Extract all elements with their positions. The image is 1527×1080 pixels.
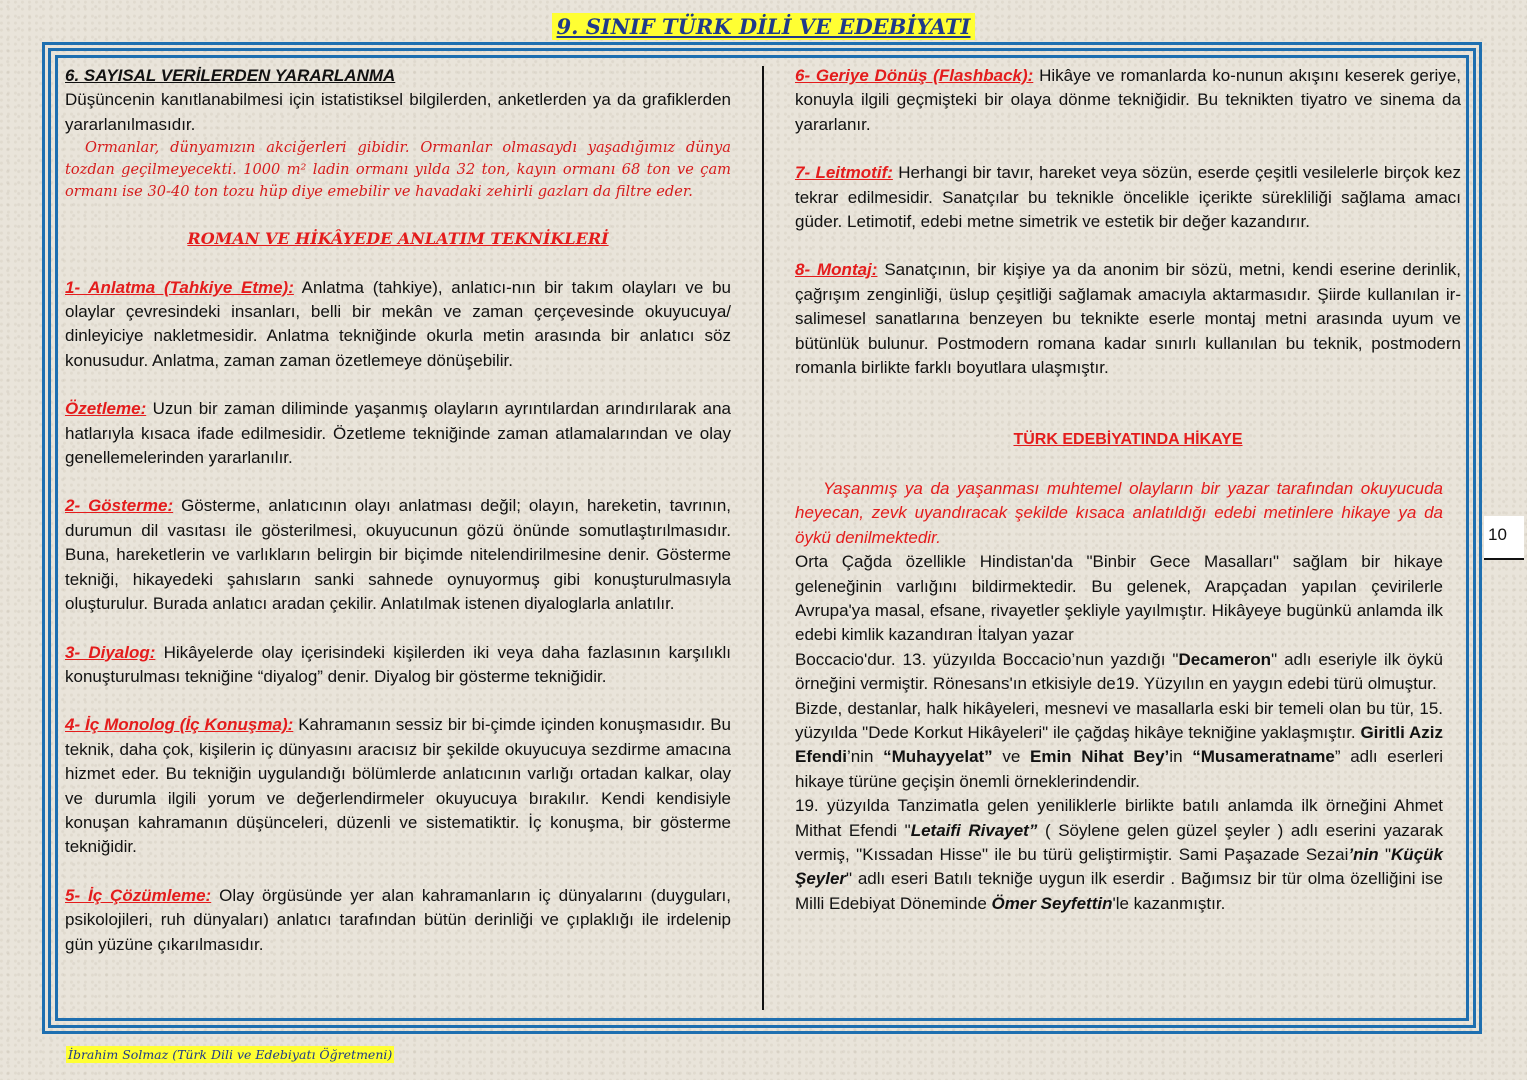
technique-ic-cozumleme-label: 5- İç Çözümleme: <box>65 885 212 905</box>
technique-diyalog-label: 3- Diyalog: <box>65 642 156 662</box>
technique-anlatma-label: 1- Anlatma (Tahkiye Etme): <box>65 277 294 297</box>
text-nin-1: ’nin <box>846 747 884 767</box>
technique-ic-monolog-text: Kahramanın sessiz bir bi-çimde içinden konuşmasıdır. Bu teknik, daha çok, kişilerin iç dünyasını aracısız bir şekilde okuyucuya sezdirme amacına hizmet eder. Bu tekniğin uygulandığı bölümlerde anlatıcının varlığı ortadan kalkar, olay ve durumla ilgili yorum ve değerlendirmeler okuyucuya bırakılır. Kendi kendisiyle konuşan kahramanın düşünceleri, düzenli ve sistematiktir. İç konuşma, bir gösterme tekniğidir. <box>65 715 732 857</box>
story-history-paragraph-1 <box>795 550 1461 648</box>
page-title-text: 9. SINIF TÜRK DİLİ VE EDEBİYATI <box>552 13 974 40</box>
narrative-techniques-heading: ROMAN VE HİKÂYEDE ANLATIM TEKNİKLERİ <box>187 229 609 249</box>
footer <box>66 1046 394 1064</box>
story-definition-term: hikaye ya da öykü denilmektedir. <box>795 503 1443 547</box>
story-history-text-3e: 'le kazanmıştır. <box>1112 893 1226 913</box>
spacer <box>795 453 1461 477</box>
story-history-text-1c: " adlı eseriyle ilk öykü örneğini vermiştir. Rönesans'ın etkisiyle de19. Yüzyılın en yaygın edebi türü olmuştur. <box>795 649 1443 694</box>
story-definition <box>795 477 1461 550</box>
story-history-text-1a: Orta Çağda özellikle Hindistan'da "Binbir Gece Masalları" sağlam bir hikaye geleneğinin varlığını bildirmektedir. Bu gelenek, Arapçadan yapılan çevirilerle Avrupa'ya masal, efsane, rivayetler şekliyle yayılmıştır. Hikâyeye bugünkü anlamda ilk edebi kimlik kazandıran İtalyan yazar <box>795 552 1443 645</box>
story-history-text-3c: " <box>1378 844 1392 864</box>
technique-gosterme-label: 2- Gösterme: <box>65 496 174 516</box>
technique-ic-monolog <box>65 713 731 859</box>
section-6-example: Ormanlar, dünyamızın akciğerleri gibidir. Ormanlar olmasaydı yaşadığımız dünya tozdan geçilmeyecekti. 1000 m² ladin ormanı yılda 32 ton, kayın ormanı 68 ton ve çam ormanı ise 30-40 ton tozu hüp diye emebilir ve havadaki zehirli gazları da filtre eder. <box>65 139 731 201</box>
technique-geriye-donus <box>795 64 1461 137</box>
musameratname-title: “Musameratname <box>1192 747 1335 767</box>
story-history-text-2b: ” adlı eserleri hikaye türüne geçişin önemli örneklerindendir. <box>795 747 1444 791</box>
technique-leitmotif-label: 7- Leitmotif: <box>795 163 893 183</box>
footer-author: İbrahim Solmaz (Türk Dili ve Edebiyatı Öğretmeni) <box>68 1047 393 1062</box>
page-number: 10 <box>1484 516 1524 560</box>
giritli-aziz-name: Giritli Aziz Efendi <box>795 722 1443 767</box>
letaifi-rivayet-title: Letaifi Rivayet” <box>910 820 1038 840</box>
story-history-paragraph-2 <box>795 697 1461 795</box>
spacer <box>795 404 1461 428</box>
technique-anlatma <box>65 276 731 374</box>
spacer <box>65 617 731 641</box>
technique-montaj-label: 8- Montaj: <box>795 260 878 280</box>
technique-montaj-text: Sanatçının, bir kişiye ya da anonim bir sözü, metni, kendi eserine derinlik, çağrışım zenginliği, üslup çeşitliği sağlamak amacıyla aktarmasıdır. Şiirde kullanılan ir-salimesel sanatlarına benzeyen bu teknikte eserle montaj metni arasında uyum ve bütünlük bulunur. Postmodern romana kadar sınırlı kullanılan bu teknik, postmodern romanla birlikte farklı boyutlara ulaşmıştır. <box>795 260 1461 378</box>
technique-gosterme-text: Gösterme, anlatıcının olayı anlatması değil; olayın, hareketin, tavrının, durumun dil vasıtası ile gösterilmesi, okuyucunun gözü önünde somutlaştırılmasıdır. Buna, hareketlerin ve varlıkların belirgin bir biçimde nitelendirilmesine denir. Gösterme tekniği, hikayedeki şahısların sanki sahnede oynuyormuş gibi konuşturulmasıyla oluşturulur. Burada anlatıcı aradan çekilir. Anlatılmak istenen diyaloglarla anlatılır. <box>65 496 731 614</box>
left-column <box>65 64 731 957</box>
technique-geriye-donus-label: 6- Geriye Dönüş (Flashback): <box>795 66 1034 85</box>
text-nin-2: ’nin <box>1348 844 1379 864</box>
text-in: in <box>1169 747 1193 767</box>
column-divider <box>762 66 764 1010</box>
right-column <box>795 64 1461 916</box>
technique-ozetleme <box>65 397 731 470</box>
text-ve: ve <box>992 747 1030 767</box>
story-definition-red: Yaşanmış ya da yaşanması muhtemel olayların bir yazar tarafından okuyucuda heyecan, zevk uyandıracak şekilde kısaca anlatıldığı edebi metinlere <box>795 478 1443 523</box>
spacer <box>795 234 1461 258</box>
story-history-text-2a: Bizde, destanlar, halk hikâyeleri, mesnevi ve masallarla eski bir temeli olan bu tür, 15. yüzyılda "Dede Korkut Hikâyeleri" ile çağdaş hikâye tekniğine yaklaşmıştır. <box>795 698 1443 742</box>
section-6-text: Düşüncenin kanıtlanabilmesi için istatistiksel bilgilerden, anketlerden ya da grafiklerden yararlanılmasıdır. <box>65 90 731 134</box>
spacer <box>795 380 1461 404</box>
story-history-text-3b: ( Söylene gelen güzel şeyler ) adlı eserini yazarak vermiş, "Kıssadan Hisse" ile bu türü geliştirmiştir. Sami Paşazade Sezai <box>795 820 1444 864</box>
technique-anlatma-text: Anlatma (tahkiye), anlatıcı-nın bir takım olayları ve bu olaylar çevresindeki insanları, belli bir mekân ve zaman çerçevesinde okuyucuya/ dinleyiciye nakletmesidir. Anlatma tekniğinde okurla metin arasında bir anlatıcı söz konusudur. Anlatma, zaman zaman özetlemeye dönüşebilir. <box>65 277 731 370</box>
turkish-story-heading: TÜRK EDEBİYATINDA HİKAYE <box>1013 431 1243 449</box>
story-history-text-3d: " adlı eseri Batılı tekniğe uygun ilk eserdir . Bağımsız bir tür olma özelliğini ise Milli Edebiyat Döneminde <box>795 869 1443 913</box>
technique-geriye-donus-text: Hikâye ve romanlarda ko-nunun akışını keserek geriye, konuyla ilgili geçmişteki bir olaya dönme tekniğidir. Bu teknikten tiyatro ve sinema da yararlanır. <box>795 66 1461 134</box>
page-title <box>0 14 1527 39</box>
kucuk-seyler-title: Küçük Şeyler <box>795 844 1443 889</box>
story-history-paragraph-3 <box>795 794 1461 916</box>
technique-ozetleme-text: Uzun bir zaman diliminde yaşanmış olayların ayrıntılardan arındırılarak ana hatlarıyla kısaca ifade edilmesidir. Özetleme tekniğinde zaman atlamalarından ve olay genellemelerinden yararlanılır. <box>65 399 731 468</box>
technique-ic-monolog-label: 4- İç Monolog (İç Konuşma): <box>65 715 294 735</box>
technique-leitmotif <box>795 161 1461 234</box>
technique-ozetleme-label: Özetleme: <box>65 399 147 419</box>
story-history-text-3a: 19. yüzyılda Tanzimatla gelen yeniliklerle birlikte batılı anlamda ilk örneğini Ahmet Mithat Efendi " <box>795 796 1443 840</box>
spacer <box>65 203 731 227</box>
omer-seyfettin-name: Ömer Seyfettin <box>991 893 1113 913</box>
decameron-title: Decameron <box>1178 649 1272 669</box>
spacer <box>65 470 731 494</box>
spacer <box>65 373 731 397</box>
spacer <box>65 689 731 713</box>
spacer <box>795 137 1461 161</box>
section-6-title: 6. SAYISAL VERİLERDEN YARARLANMA <box>65 66 396 85</box>
technique-ic-cozumleme <box>65 884 731 957</box>
technique-leitmotif-text: Herhangi bir tavır, hareket veya sözün, eserde çeşitli vesilelerle birçok kez tekrar edilmesidir. Sanatçılar bu teknikle öncelikle içerikte sürekliliği sağlama amacı güder. Letimotif, edebi metne simetrik ve estetik bir değer kazandırır. <box>795 163 1461 232</box>
spacer <box>65 252 731 276</box>
spacer <box>65 860 731 884</box>
emin-nihat-name: Emin Nihat Bey’ <box>1029 747 1170 767</box>
technique-gosterme <box>65 494 731 616</box>
technique-montaj <box>795 258 1461 380</box>
technique-ic-cozumleme-text: Olay örgüsünde yer alan kahramanların iç dünyalarını (duyguları, psikolojileri, ruh dünyaları) anlatıcı tarafından bütün derinliği ve çıplaklığı ile irdelenip gün yüzüne çıkarılmasıdır. <box>65 885 732 954</box>
story-history-paragraph-1b <box>795 648 1461 697</box>
story-history-text-1b: Boccacio'dur. 13. yüzyılda Boccacio’nun yazdığı " <box>795 649 1179 669</box>
muhayyelat-title: “Muhayyelat” <box>883 747 993 767</box>
technique-diyalog-text: Hikâyelerde olay içerisindeki kişilerden iki veya daha fazlasının karşılıklı konuşturulması tekniğine “diyalog” denir. Diyalog bir gösterme tekniğidir. <box>65 642 731 686</box>
technique-diyalog <box>65 641 731 690</box>
